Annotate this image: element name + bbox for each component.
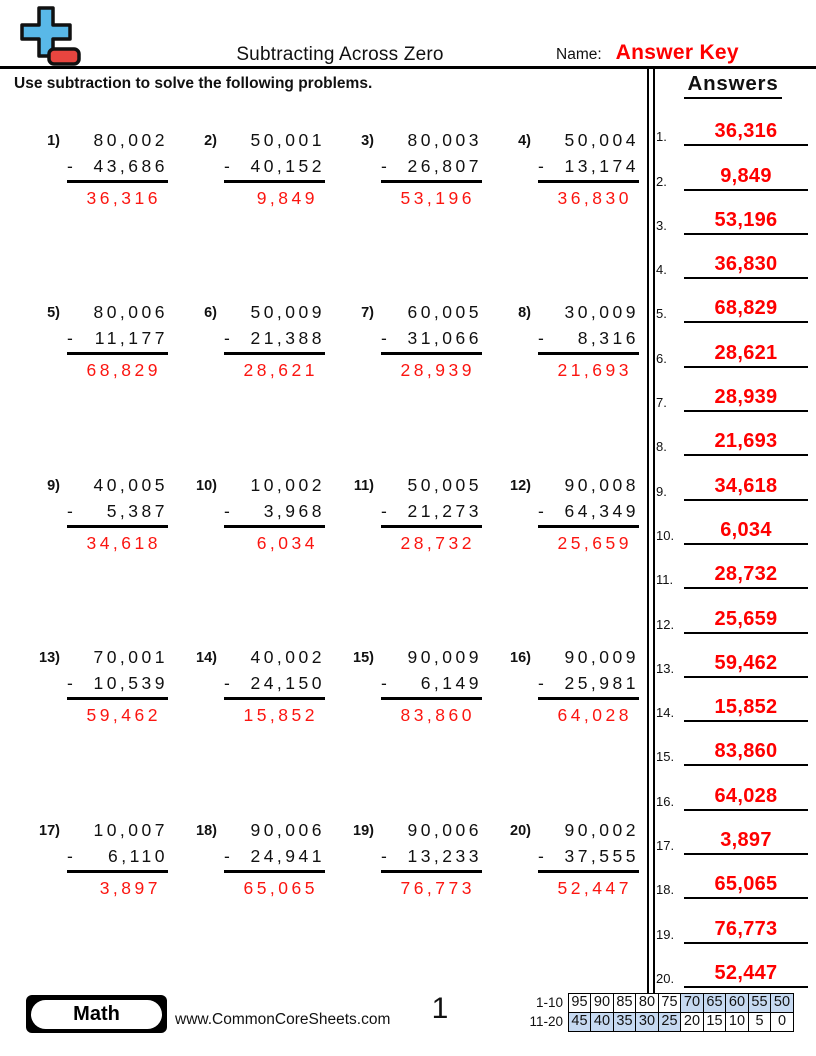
grade-cell: 30	[635, 1012, 659, 1032]
subtrahend: 6,149	[420, 673, 482, 694]
grade-cell: 25	[658, 1012, 682, 1032]
grade-cell: 55	[748, 993, 772, 1013]
grade-table	[529, 993, 794, 1032]
answer-value: 25,659	[684, 608, 808, 634]
problem-body	[538, 644, 639, 816]
minus-sign: -	[224, 156, 234, 176]
answer-item	[656, 279, 808, 323]
answer-item	[656, 944, 808, 988]
answer-value: 9,849	[684, 165, 808, 191]
minuend: 90,006	[407, 819, 482, 840]
subtrahend-row	[67, 843, 168, 873]
answer-item	[656, 855, 808, 899]
answer-item	[656, 323, 808, 367]
minus-sign: -	[538, 328, 548, 349]
problem-number: 4)	[518, 133, 531, 149]
problem-body	[381, 299, 482, 471]
subtrahend-row	[67, 153, 168, 183]
subtrahend-row	[538, 153, 639, 183]
problem-number: 13)	[39, 650, 60, 667]
answer-value: 36,316	[684, 120, 808, 146]
minuend: 90,006	[250, 819, 325, 840]
problem-body	[224, 299, 325, 471]
problem-answer: 76,773	[400, 877, 475, 898]
grade-row-label: 11-20	[529, 1013, 563, 1029]
subtrahend-row	[224, 843, 325, 873]
answer-number: 7.	[656, 395, 667, 411]
minus-sign: -	[538, 845, 548, 866]
problem-answer: 83,860	[400, 705, 475, 726]
minuend: 30,009	[564, 302, 639, 323]
answer-item	[656, 766, 808, 810]
answer-value: 83,860	[684, 740, 808, 766]
answer-number: 4.	[656, 262, 667, 278]
answer-number: 12.	[656, 616, 675, 632]
problem-answer: 3,897	[99, 877, 161, 898]
answer-number: 6.	[656, 350, 667, 366]
problem-block	[28, 817, 185, 989]
grade-row	[529, 1012, 794, 1032]
problem-block	[185, 472, 342, 644]
answers-list	[656, 102, 808, 988]
minuend: 10,002	[250, 474, 325, 495]
problem-answer: 36,830	[557, 188, 632, 208]
minuend: 40,002	[250, 647, 325, 668]
subtrahend-row	[381, 325, 482, 355]
problem-body	[381, 472, 482, 644]
answer-number: 16.	[656, 793, 675, 809]
minus-sign: -	[67, 156, 77, 176]
minus-sign: -	[381, 328, 391, 349]
subtrahend: 21,388	[250, 328, 325, 349]
header-rule	[0, 66, 816, 69]
page-title: Subtracting Across Zero	[236, 44, 444, 65]
minus-sign: -	[381, 156, 391, 176]
problem-answer: 9,849	[256, 188, 318, 208]
minuend: 80,006	[93, 302, 168, 323]
answer-value: 21,693	[684, 430, 808, 456]
problem-block	[28, 127, 185, 299]
subtrahend-row	[381, 670, 482, 700]
subtrahend: 43,686	[93, 156, 168, 176]
problem-block	[342, 299, 499, 471]
problem-number: 10)	[196, 477, 217, 494]
grade-cells	[569, 1012, 794, 1032]
subtrahend-row	[67, 325, 168, 355]
subtrahend: 40,152	[250, 156, 325, 176]
answer-number: 8.	[656, 439, 667, 455]
answer-value: 28,732	[684, 563, 808, 589]
problem-number: 3)	[361, 133, 374, 149]
subtrahend: 10,539	[93, 673, 168, 694]
answer-item	[656, 811, 808, 855]
grade-cells	[569, 993, 794, 1013]
subtrahend: 24,941	[250, 845, 325, 866]
minuend: 40,005	[93, 474, 168, 495]
problem-answer: 21,693	[557, 360, 632, 381]
grade-cell: 65	[703, 993, 727, 1013]
subject-label: Math	[31, 1000, 162, 1029]
problem-body	[538, 299, 639, 471]
subject-badge	[26, 995, 167, 1033]
answer-number: 2.	[656, 173, 667, 189]
problem-block	[185, 817, 342, 989]
problem-body	[67, 472, 168, 644]
minus-sign: -	[381, 673, 391, 694]
answer-value: 15,852	[684, 696, 808, 722]
minuend: 50,001	[250, 130, 325, 150]
minuend: 90,008	[564, 474, 639, 495]
minus-sign: -	[224, 845, 234, 866]
problem-number: 9)	[47, 477, 60, 494]
answer-number: 20.	[656, 970, 675, 986]
answer-value: 28,621	[684, 342, 808, 368]
subtrahend: 24,150	[250, 673, 325, 694]
answer-item	[656, 456, 808, 500]
minuend: 90,009	[407, 647, 482, 668]
problem-answer: 68,829	[86, 360, 161, 381]
name-row	[556, 41, 739, 65]
answer-item	[656, 501, 808, 545]
answer-value: 6,034	[684, 519, 808, 545]
answer-value: 3,897	[684, 829, 808, 855]
grade-cell: 40	[590, 1012, 614, 1032]
grade-cell: 95	[568, 993, 592, 1013]
subtrahend-row	[538, 325, 639, 355]
subtrahend-row	[538, 843, 639, 873]
answer-number: 18.	[656, 882, 675, 898]
subtrahend-row	[224, 325, 325, 355]
minus-sign: -	[538, 500, 548, 521]
grade-cell: 90	[590, 993, 614, 1013]
answer-value: 64,028	[684, 785, 808, 811]
problem-answer: 15,852	[243, 705, 318, 726]
subtrahend-row	[381, 843, 482, 873]
answer-number: 17.	[656, 838, 675, 854]
answer-item	[656, 589, 808, 633]
subtrahend-row	[538, 498, 639, 528]
problem-number: 11)	[353, 477, 374, 494]
problem-block	[342, 472, 499, 644]
grade-row	[529, 993, 794, 1013]
problem-body	[67, 299, 168, 471]
page-number: 1	[431, 992, 449, 1025]
subtrahend: 13,233	[407, 845, 482, 866]
answer-value: 65,065	[684, 873, 808, 899]
grade-cell: 35	[613, 1012, 637, 1032]
subtrahend: 37,555	[564, 845, 639, 866]
problem-body	[67, 127, 168, 299]
problem-block	[342, 817, 499, 989]
answer-value: 76,773	[684, 918, 808, 944]
problem-answer: 28,939	[400, 360, 475, 381]
problem-block	[28, 644, 185, 816]
problem-block	[28, 472, 185, 644]
answer-number: 11.	[656, 572, 674, 588]
problem-answer: 6,034	[256, 532, 318, 553]
problem-block	[342, 644, 499, 816]
problem-body	[381, 127, 482, 299]
subtrahend-row	[67, 498, 168, 528]
answer-number: 5.	[656, 306, 667, 322]
answer-item	[656, 634, 808, 678]
grade-cell: 50	[770, 993, 794, 1013]
problem-number: 6)	[204, 305, 217, 322]
problem-number: 14)	[196, 650, 217, 667]
answer-item	[656, 545, 808, 589]
problem-answer: 65,065	[243, 877, 318, 898]
grade-cell: 15	[703, 1012, 727, 1032]
problem-block	[185, 127, 342, 299]
problem-block	[499, 127, 656, 299]
minuend: 70,001	[93, 647, 168, 668]
minuend: 90,009	[564, 647, 639, 668]
problem-body	[224, 644, 325, 816]
problem-block	[499, 644, 656, 816]
problem-number: 2)	[204, 133, 217, 149]
subtrahend: 5,387	[106, 500, 168, 521]
subtrahend: 31,066	[407, 328, 482, 349]
subtrahend: 3,968	[263, 500, 325, 521]
minuend: 60,005	[407, 302, 482, 323]
minus-sign: -	[538, 156, 548, 176]
problem-answer: 28,732	[400, 532, 475, 553]
answer-item	[656, 191, 808, 235]
problem-number: 16)	[510, 650, 531, 667]
problem-block	[28, 299, 185, 471]
answer-number: 19.	[656, 926, 675, 942]
problem-number: 8)	[518, 305, 531, 322]
problem-number: 19)	[353, 822, 374, 839]
problem-block	[499, 299, 656, 471]
grade-cell: 60	[725, 993, 749, 1013]
problem-body	[538, 472, 639, 644]
answer-key-value: Answer Key	[615, 41, 739, 64]
answer-number: 13.	[656, 660, 675, 676]
answer-item	[656, 235, 808, 279]
minus-sign: -	[67, 500, 77, 521]
grade-cell: 85	[613, 993, 637, 1013]
answer-number: 15.	[656, 749, 675, 765]
problem-body	[538, 127, 639, 299]
subtrahend-row	[224, 670, 325, 700]
problem-number: 12)	[510, 477, 531, 494]
answer-item	[656, 146, 808, 190]
answer-item	[656, 678, 808, 722]
answer-item	[656, 722, 808, 766]
subtrahend: 21,273	[407, 500, 482, 521]
minus-sign: -	[67, 673, 77, 694]
problem-number: 17)	[39, 822, 60, 839]
grade-cell: 70	[680, 993, 704, 1013]
answer-item	[656, 899, 808, 943]
minuend: 80,003	[407, 130, 482, 150]
answer-number: 14.	[656, 705, 675, 721]
grade-cell: 75	[658, 993, 682, 1013]
problem-answer: 52,447	[557, 877, 632, 898]
answer-value: 28,939	[684, 386, 808, 412]
problem-number: 18)	[196, 822, 217, 839]
minuend: 10,007	[93, 819, 168, 840]
minus-sign: -	[67, 845, 77, 866]
problem-body	[224, 817, 325, 989]
problem-number: 5)	[47, 305, 60, 322]
name-label: Name:	[556, 46, 602, 63]
answer-value: 34,618	[684, 475, 808, 501]
problem-number: 7)	[361, 305, 374, 322]
minus-sign: -	[67, 328, 77, 349]
minuend: 50,004	[564, 130, 639, 150]
subtrahend: 13,174	[564, 156, 639, 176]
minuend: 80,002	[93, 130, 168, 150]
answer-value: 36,830	[684, 253, 808, 279]
problem-body	[381, 817, 482, 989]
problem-block	[342, 127, 499, 299]
problem-answer: 34,618	[86, 532, 161, 553]
problem-body	[224, 472, 325, 644]
problem-number: 20)	[510, 822, 531, 839]
subtrahend: 6,110	[108, 845, 168, 866]
minuend: 90,002	[564, 819, 639, 840]
problem-answer: 36,316	[86, 188, 161, 208]
problem-body	[381, 644, 482, 816]
problem-body	[224, 127, 325, 299]
answer-item	[656, 368, 808, 412]
grade-cell: 10	[725, 1012, 749, 1032]
subtrahend-row	[224, 498, 325, 528]
minus-sign: -	[381, 500, 391, 521]
minuend: 50,009	[250, 302, 325, 323]
answer-number: 3.	[656, 217, 667, 233]
problem-body	[67, 817, 168, 989]
subtrahend-row	[381, 498, 482, 528]
subtrahend: 25,981	[564, 673, 639, 694]
grade-cell: 0	[770, 1012, 794, 1032]
answer-value: 59,462	[684, 652, 808, 678]
problem-block	[185, 644, 342, 816]
grade-cell: 45	[568, 1012, 592, 1032]
problem-answer: 25,659	[557, 532, 632, 553]
problem-body	[67, 644, 168, 816]
problem-block	[499, 817, 656, 989]
subtrahend: 11,177	[94, 328, 168, 349]
problem-block	[185, 299, 342, 471]
site-url: www.CommonCoreSheets.com	[175, 1011, 391, 1028]
subtrahend: 26,807	[407, 156, 482, 176]
grade-cell: 20	[680, 1012, 704, 1032]
problem-answer: 59,462	[86, 705, 161, 726]
answer-number: 10.	[656, 527, 675, 543]
subtrahend: 8,316	[577, 328, 639, 349]
subtrahend-row	[67, 670, 168, 700]
answer-number: 1.	[656, 129, 667, 145]
subtrahend-row	[224, 153, 325, 183]
grade-cell: 5	[748, 1012, 772, 1032]
minus-sign: -	[224, 500, 234, 521]
answer-value: 52,447	[684, 962, 808, 988]
subtrahend: 64,349	[564, 500, 639, 521]
problem-answer: 64,028	[557, 705, 632, 726]
minus-sign: -	[538, 673, 548, 694]
answer-item	[656, 102, 808, 146]
grade-cell: 80	[635, 993, 659, 1013]
problems-grid	[28, 127, 656, 989]
answer-value: 53,196	[684, 209, 808, 235]
minus-sign: -	[224, 328, 234, 349]
problem-answer: 28,621	[243, 360, 318, 381]
minuend: 50,005	[407, 474, 482, 495]
minus-sign: -	[381, 845, 391, 866]
minus-sign: -	[224, 673, 234, 694]
instruction-text: Use subtraction to solve the following problems.	[14, 75, 373, 92]
answers-heading: Answers	[658, 72, 808, 96]
problem-number: 1)	[47, 133, 60, 149]
problem-number: 15)	[353, 650, 374, 667]
subtrahend-row	[381, 153, 482, 183]
problem-block	[499, 472, 656, 644]
problem-answer: 53,196	[400, 188, 475, 208]
answer-item	[656, 412, 808, 456]
subtrahend-row	[538, 670, 639, 700]
problem-body	[538, 817, 639, 989]
answer-number: 9.	[656, 483, 667, 499]
grade-row-label: 1-10	[535, 995, 563, 1010]
answer-value: 68,829	[684, 297, 808, 323]
